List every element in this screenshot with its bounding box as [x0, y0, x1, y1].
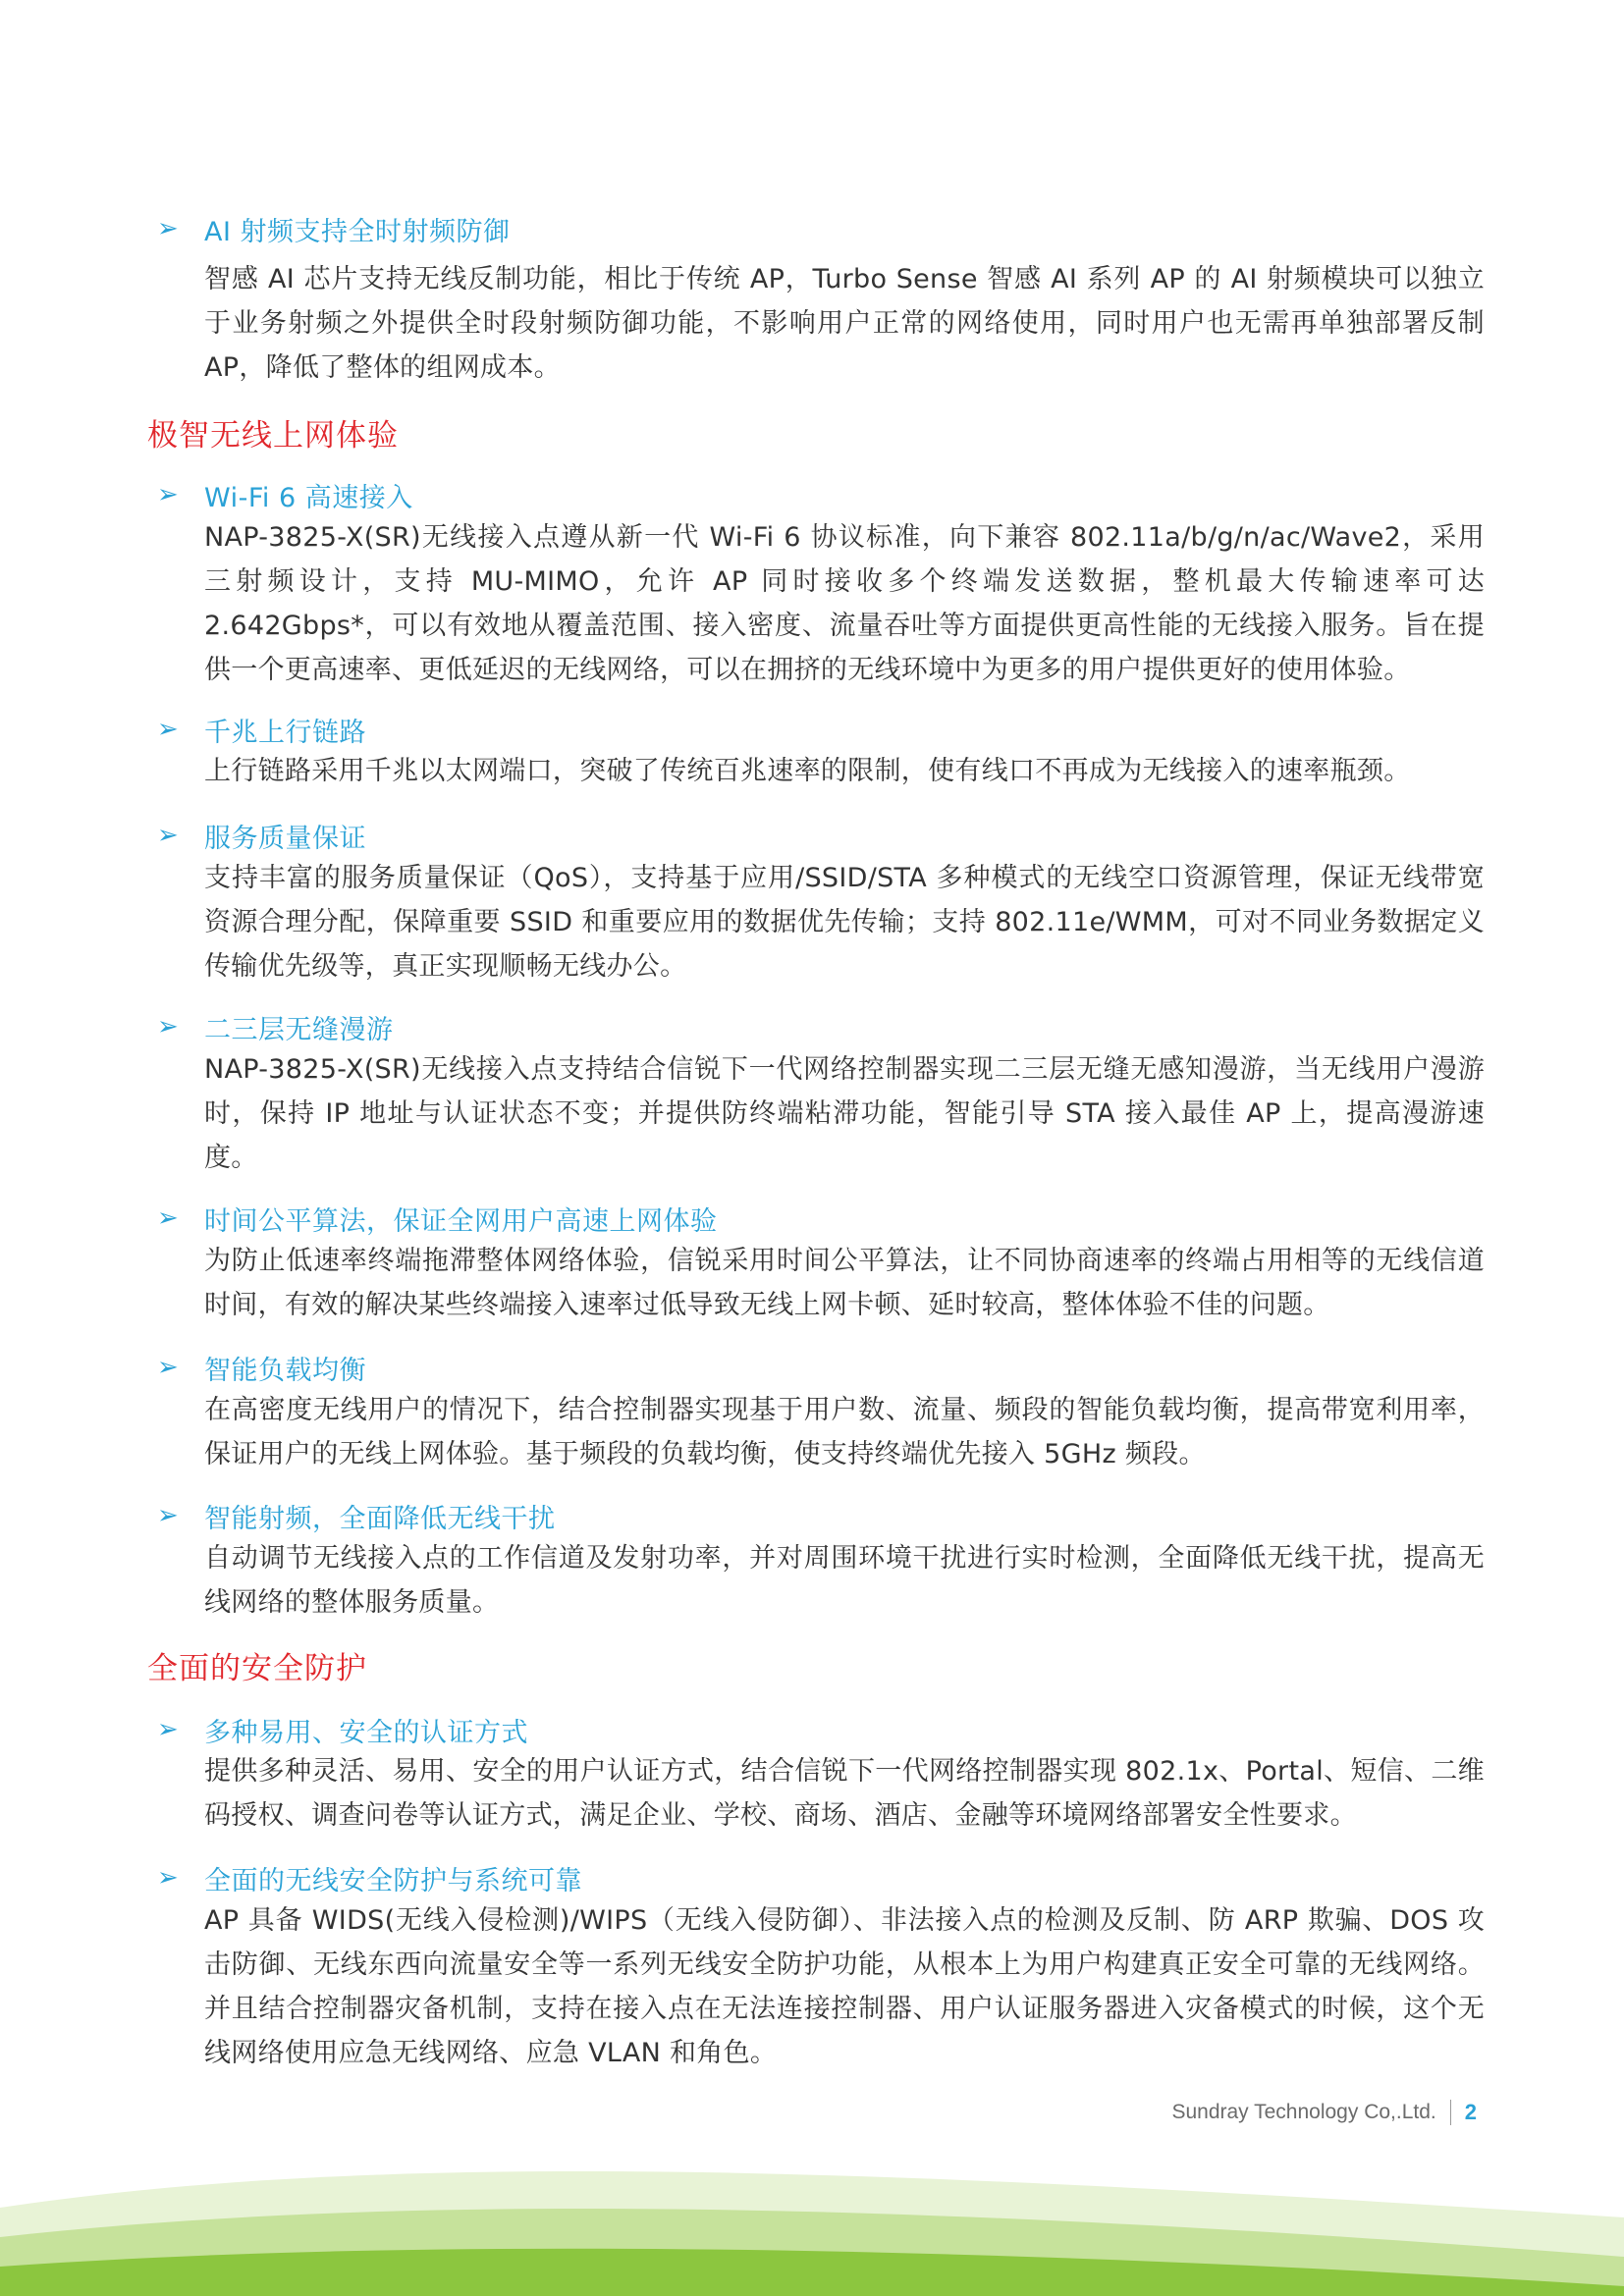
feature-body: AP 具备 WIDS(无线入侵检测)/WIPS（无线入侵防御）、非法接入点的检测及反制、防 ARP 欺骗、DOS 攻击防御、无线东西向流量安全等一系列无线安全防护功能，从根本上为用户构建真正安全可靠的无线网络。并且结合控制器灾备机制，支持在接入点在无法连接控制器、用户认证服务器进入灾备模式的时候，这个无线网络使用应急无线网络、应急 VLAN 和角色。 [204, 1905, 1485, 2068]
footer-company-name: Sundray Technology Co,.Ltd. [1171, 2101, 1436, 2123]
feature-gigabit-uplink-heading [157, 710, 366, 749]
feature-airtime-fairness-heading [157, 1199, 718, 1238]
feature-title: 服务质量保证 [204, 823, 366, 854]
feature-title: AI 射频支持全时射频防御 [204, 216, 511, 247]
feature-roaming-heading [157, 1007, 394, 1046]
feature-ai-rf-heading [157, 209, 511, 248]
feature-body: NAP-3825-X(SR)无线接入点遵从新一代 Wi-Fi 6 协议标准，向下兼容 802.11a/b/g/n/ac/Wave2，采用三射频设计，支持 MU-MIMO，允许 AP 同时接收多个终端发送数据，整机最大传输速率可达 2.642Gbps*，可以有效地从覆盖范围、接入密度、流量吞吐等方面提供更高性能的无线接入服务。旨在提供一个更高速率、更低延迟的无线网络，可以在拥挤的无线环境中为更多的用户提供更好的使用体验。 [204, 522, 1485, 685]
feature-body: 智感 AI 芯片支持无线反制功能，相比于传统 AP，Turbo Sense 智感 AI 系列 AP 的 AI 射频模块可以独立于业务射频之外提供全时段射频防御功能，不影响用户正常的网络使用，同时用户也无需再单独部署反制 AP，降低了整体的组网成本。 [204, 264, 1485, 383]
page-number: 2 [1464, 2100, 1477, 2124]
arrow-bullet-icon: ➢ [157, 715, 179, 744]
arrow-bullet-icon: ➢ [157, 1715, 179, 1744]
feature-title: 智能负载均衡 [204, 1355, 366, 1386]
footer-divider [1450, 2100, 1451, 2125]
feature-body: 自动调节无线接入点的工作信道及发射功率，并对周围环境干扰进行实时检测，全面降低无线干扰，提高无线网络的整体服务质量。 [204, 1543, 1485, 1618]
arrow-bullet-icon: ➢ [157, 821, 179, 850]
feature-title: 二三层无缝漫游 [204, 1014, 394, 1045]
feature-load-balancing-heading [157, 1348, 366, 1387]
feature-smart-rf-heading [157, 1496, 556, 1535]
feature-body: 上行链路采用千兆以太网端口，突破了传统百兆速率的限制，使有线口不再成为无线接入的速率瓶颈。 [204, 756, 1411, 786]
feature-title: 时间公平算法，保证全网用户高速上网体验 [204, 1205, 718, 1237]
page-footer [1171, 2095, 1477, 2130]
arrow-bullet-icon: ➢ [157, 1501, 179, 1530]
arrow-bullet-icon: ➢ [157, 1353, 179, 1382]
arrow-bullet-icon: ➢ [157, 214, 179, 243]
feature-title: 全面的无线安全防护与系统可靠 [204, 1865, 582, 1896]
feature-body: 为防止低速率终端拖滞整体网络体验，信锐采用时间公平算法，让不同协商速率的终端占用相等的无线信道时间，有效的解决某些终端接入速率过低导致无线上网卡顿、延时较高，整体体验不佳的问题。 [204, 1246, 1485, 1320]
feature-body: 提供多种灵活、易用、安全的用户认证方式，结合信锐下一代网络控制器实现 802.1x、Portal、短信、二维码授权、调查问卷等认证方式，满足企业、学校、商场、酒店、金融等环境网络部署安全性要求。 [204, 1756, 1485, 1831]
feature-authentication-heading [157, 1710, 528, 1749]
arrow-bullet-icon: ➢ [157, 480, 179, 509]
section-heading-security: 全面的安全防护 [147, 1650, 367, 1686]
decorative-green-wave [0, 2149, 1624, 2296]
feature-title: 智能射频，全面降低无线干扰 [204, 1503, 556, 1534]
feature-title: 多种易用、安全的认证方式 [204, 1717, 528, 1748]
feature-title: Wi-Fi 6 高速接入 [204, 482, 413, 513]
feature-wireless-security-heading [157, 1858, 582, 1897]
feature-body: 支持丰富的服务质量保证（QoS），支持基于应用/SSID/STA 多种模式的无线空口资源管理，保证无线带宽资源合理分配，保障重要 SSID 和重要应用的数据优先传输；支持 802.11e/WMM，可对不同业务数据定义传输优先级等，真正实现顺畅无线办公。 [204, 863, 1485, 982]
feature-body: 在高密度无线用户的情况下，结合控制器实现基于用户数、流量、频段的智能负载均衡，提高带宽利用率，保证用户的无线上网体验。基于频段的负载均衡，使支持终端优先接入 5GHz 频段。 [204, 1395, 1485, 1469]
arrow-bullet-icon: ➢ [157, 1012, 179, 1041]
arrow-bullet-icon: ➢ [157, 1203, 179, 1233]
feature-body: NAP-3825-X(SR)无线接入点支持结合信锐下一代网络控制器实现二三层无缝无感知漫游，当无线用户漫游时，保持 IP 地址与认证状态不变；并提供防终端粘滞功能，智能引导 STA 接入最佳 AP 上，提高漫游速度。 [204, 1054, 1485, 1173]
feature-wifi6-heading [157, 475, 413, 514]
feature-title: 千兆上行链路 [204, 717, 366, 748]
feature-qos-heading [157, 816, 366, 855]
arrow-bullet-icon: ➢ [157, 1863, 179, 1893]
section-heading-wireless-experience: 极智无线上网体验 [147, 417, 399, 454]
